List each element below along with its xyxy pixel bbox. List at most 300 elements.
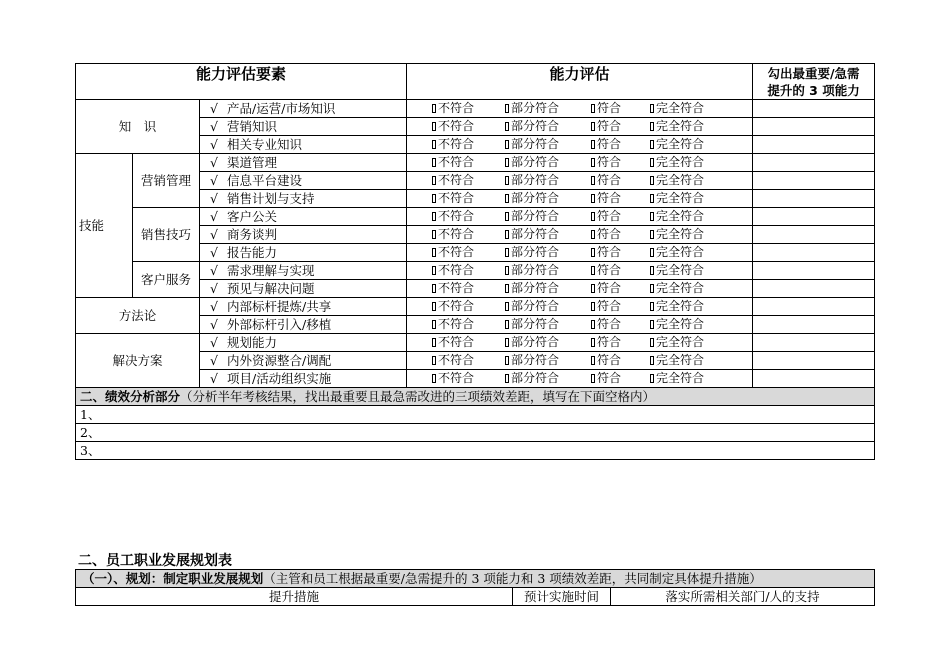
rating-option-label: 完全符合 (656, 245, 705, 259)
ability-item (200, 334, 407, 352)
rating-option[interactable] (432, 262, 505, 279)
checkbox-icon[interactable] (505, 194, 509, 203)
rating-option-label: 符合 (597, 101, 622, 115)
rating-option[interactable] (505, 100, 591, 117)
check-mark-icon: √ (210, 299, 218, 314)
check-mark-icon: √ (210, 281, 218, 296)
column-header-time: 预计实施时间 (513, 588, 611, 606)
column-header-measures: 提升措施 (76, 588, 513, 606)
priority-cell[interactable] (753, 118, 875, 136)
checkbox-icon[interactable] (505, 212, 509, 221)
checkbox-icon[interactable] (650, 320, 654, 329)
rating-option[interactable] (650, 298, 730, 315)
priority-cell[interactable] (753, 190, 875, 208)
rating-option-label: 部分符合 (511, 299, 560, 313)
rating-option-label: 不符合 (438, 191, 475, 205)
ability-item (200, 154, 407, 172)
rating-option[interactable] (591, 172, 650, 189)
check-mark-icon: √ (210, 371, 218, 386)
rating-option[interactable] (505, 280, 591, 297)
checkbox-icon[interactable] (505, 158, 509, 167)
rating-option[interactable] (432, 118, 505, 135)
ability-item-label: 相关专业知识 (227, 137, 303, 152)
priority-cell[interactable] (753, 352, 875, 370)
ability-item (200, 280, 407, 298)
rating-option-label: 完全符合 (656, 263, 705, 277)
rating-option[interactable] (650, 208, 730, 225)
rating-option[interactable] (650, 100, 730, 117)
performance-gap-cell[interactable]: 3、 (76, 442, 875, 460)
rating-option[interactable] (591, 334, 650, 351)
checkbox-icon[interactable] (432, 194, 436, 203)
checkbox-icon[interactable] (505, 176, 509, 185)
rating-option-label: 符合 (597, 263, 622, 277)
rating-option[interactable] (505, 190, 591, 207)
rating-option[interactable] (432, 172, 505, 189)
checkbox-icon[interactable] (591, 266, 595, 275)
rating-option[interactable] (432, 298, 505, 315)
checkbox-icon[interactable] (432, 284, 436, 293)
checkbox-icon[interactable] (505, 374, 509, 383)
rating-option[interactable] (591, 316, 650, 333)
checkbox-icon[interactable] (432, 338, 436, 347)
check-mark-icon: √ (210, 263, 218, 278)
priority-cell[interactable] (753, 334, 875, 352)
rating-option[interactable] (650, 352, 730, 369)
plan-section-title: （一）、规划：制定职业发展规划 (82, 571, 264, 586)
rating-option-label: 完全符合 (656, 371, 705, 385)
rating-option[interactable] (591, 352, 650, 369)
rating-option[interactable] (432, 370, 505, 387)
priority-cell[interactable] (753, 244, 875, 262)
checkbox-icon[interactable] (591, 194, 595, 203)
rating-option-label: 部分符合 (511, 263, 560, 277)
performance-gap-cell[interactable]: 1、 (76, 406, 875, 424)
header-priority (753, 64, 875, 100)
checkbox-icon[interactable] (505, 284, 509, 293)
header-priority-line1: 勾出最重要/急需 (767, 65, 860, 81)
performance-section-header (76, 388, 875, 406)
rating-option[interactable] (505, 334, 591, 351)
ability-item (200, 136, 407, 154)
ability-item-label: 客户公关 (227, 209, 278, 224)
checkbox-icon[interactable] (505, 338, 509, 347)
check-mark-icon: √ (210, 155, 218, 170)
category-solution: 解决方案 (76, 334, 200, 388)
rating-options (407, 370, 753, 388)
rating-option[interactable] (505, 298, 591, 315)
career-plan-title: 二、员工职业发展规划表 (78, 553, 232, 569)
header-assessment: 能力评估 (407, 64, 753, 100)
ability-item-label: 规划能力 (227, 335, 278, 350)
rating-option[interactable] (505, 244, 591, 261)
checkbox-icon[interactable] (505, 122, 509, 131)
rating-option[interactable] (591, 190, 650, 207)
rating-option[interactable] (505, 136, 591, 153)
check-mark-icon: √ (210, 119, 218, 134)
priority-cell[interactable] (753, 298, 875, 316)
rating-option-label: 完全符合 (656, 209, 705, 223)
rating-option[interactable] (650, 334, 730, 351)
ability-item-label: 预见与解决问题 (227, 281, 315, 296)
rating-option-label: 符合 (597, 209, 622, 223)
check-mark-icon: √ (210, 227, 218, 242)
rating-options (407, 172, 753, 190)
rating-option-label: 符合 (597, 191, 622, 205)
rating-option-label: 符合 (597, 353, 622, 367)
assessment-row (76, 262, 875, 280)
rating-option[interactable] (650, 280, 730, 297)
rating-option[interactable] (432, 316, 505, 333)
rating-option[interactable] (505, 118, 591, 135)
checkbox-icon[interactable] (505, 140, 509, 149)
ability-item (200, 226, 407, 244)
rating-option[interactable] (432, 208, 505, 225)
performance-section-note: （分析半年考核结果，找出最重要且最急需改进的三项绩效差距，填写在下面空格内） (180, 389, 656, 404)
checkbox-icon[interactable] (650, 356, 654, 365)
rating-options (407, 154, 753, 172)
checkbox-icon[interactable] (591, 284, 595, 293)
rating-option-label: 部分符合 (511, 245, 560, 259)
header-factors: 能力评估要素 (76, 64, 407, 100)
ability-item-label: 项目/活动组织实施 (227, 371, 332, 386)
plan-section-note: （主管和员工根据最重要/急需提升的 3 项能力和 3 项绩效差距，共同制定具体提升措施） (263, 571, 762, 586)
checkbox-icon[interactable] (505, 356, 509, 365)
checkbox-icon[interactable] (432, 212, 436, 221)
rating-options (407, 118, 753, 136)
checkbox-icon[interactable] (650, 122, 654, 131)
rating-option-label: 不符合 (438, 299, 475, 313)
priority-cell[interactable] (753, 100, 875, 118)
checkbox-icon[interactable] (650, 212, 654, 221)
rating-option-label: 部分符合 (511, 119, 560, 133)
ability-item (200, 370, 407, 388)
checkbox-icon[interactable] (432, 104, 436, 113)
rating-option-label: 符合 (597, 281, 622, 295)
check-mark-icon: √ (210, 245, 218, 260)
ability-item (200, 100, 407, 118)
performance-section-cell (76, 388, 875, 406)
rating-option[interactable] (650, 118, 730, 135)
rating-option[interactable] (591, 244, 650, 261)
checkbox-icon[interactable] (591, 230, 595, 239)
rating-option-label: 完全符合 (656, 299, 705, 313)
check-mark-icon: √ (210, 137, 218, 152)
rating-options (407, 100, 753, 118)
rating-option-label: 符合 (597, 155, 622, 169)
ability-item (200, 298, 407, 316)
rating-option-label: 符合 (597, 227, 622, 241)
rating-option-label: 不符合 (438, 317, 475, 331)
rating-option[interactable] (591, 100, 650, 117)
rating-option-label: 不符合 (438, 101, 475, 115)
check-mark-icon: √ (210, 209, 218, 224)
rating-option-label: 部分符合 (511, 173, 560, 187)
rating-options (407, 298, 753, 316)
subcategory-sales-skills: 销售技巧 (133, 208, 200, 262)
rating-option-label: 部分符合 (511, 353, 560, 367)
ability-item-label: 报告能力 (227, 245, 278, 260)
checkbox-icon[interactable] (591, 158, 595, 167)
rating-option-label: 部分符合 (511, 101, 560, 115)
ability-item-label: 商务谈判 (227, 227, 278, 242)
rating-option[interactable] (650, 316, 730, 333)
ability-item-label: 内外资源整合/调配 (227, 353, 332, 368)
rating-option[interactable] (591, 226, 650, 243)
priority-cell[interactable] (753, 154, 875, 172)
rating-option-label: 完全符合 (656, 191, 705, 205)
checkbox-icon[interactable] (432, 320, 436, 329)
checkbox-icon[interactable] (650, 374, 654, 383)
rating-option[interactable] (505, 226, 591, 243)
rating-options (407, 280, 753, 298)
check-mark-icon: √ (210, 353, 218, 368)
check-mark-icon: √ (210, 191, 218, 206)
checkbox-icon[interactable] (591, 338, 595, 347)
checkbox-icon[interactable] (432, 158, 436, 167)
checkbox-icon[interactable] (650, 248, 654, 257)
checkbox-icon[interactable] (650, 230, 654, 239)
rating-option[interactable] (432, 352, 505, 369)
rating-options (407, 226, 753, 244)
ability-item-label: 内部标杆提炼/共享 (227, 299, 332, 314)
checkbox-icon[interactable] (591, 104, 595, 113)
check-mark-icon: √ (210, 335, 218, 350)
ability-item-label: 渠道管理 (227, 155, 278, 170)
rating-option-label: 完全符合 (656, 173, 705, 187)
rating-option-label: 部分符合 (511, 209, 560, 223)
ability-item (200, 244, 407, 262)
checkbox-icon[interactable] (650, 140, 654, 149)
check-mark-icon: √ (210, 173, 218, 188)
ability-item-label: 信息平台建设 (227, 173, 303, 188)
rating-option-label: 不符合 (438, 335, 475, 349)
checkbox-icon[interactable] (505, 302, 509, 311)
assessment-row (76, 154, 875, 172)
rating-option-label: 完全符合 (656, 281, 705, 295)
ability-item (200, 262, 407, 280)
checkbox-icon[interactable] (505, 266, 509, 275)
ability-item (200, 118, 407, 136)
rating-option[interactable] (505, 352, 591, 369)
rating-option[interactable] (505, 154, 591, 171)
rating-option[interactable] (650, 136, 730, 153)
assessment-row (76, 298, 875, 316)
rating-option-label: 部分符合 (511, 227, 560, 241)
priority-cell[interactable] (753, 136, 875, 154)
career-plan-table (75, 569, 875, 606)
checkbox-icon[interactable] (432, 266, 436, 275)
checkbox-icon[interactable] (432, 248, 436, 257)
ability-item (200, 316, 407, 334)
checkbox-icon[interactable] (650, 302, 654, 311)
category-methodology: 方法论 (76, 298, 200, 334)
rating-option[interactable] (432, 136, 505, 153)
ability-item (200, 190, 407, 208)
performance-gap-row (76, 442, 875, 460)
rating-option[interactable] (432, 244, 505, 261)
rating-option-label: 符合 (597, 173, 622, 187)
checkbox-icon[interactable] (591, 374, 595, 383)
rating-option-label: 不符合 (438, 245, 475, 259)
ability-item-label: 产品/运营/市场知识 (227, 101, 336, 116)
rating-option[interactable] (432, 154, 505, 171)
rating-option-label: 完全符合 (656, 335, 705, 349)
rating-option-label: 完全符合 (656, 155, 705, 169)
rating-option[interactable] (591, 118, 650, 135)
rating-option-label: 不符合 (438, 119, 475, 133)
rating-option-label: 完全符合 (656, 317, 705, 331)
rating-option[interactable] (505, 208, 591, 225)
performance-gap-row (76, 424, 875, 442)
rating-option-label: 部分符合 (511, 317, 560, 331)
rating-option-label: 不符合 (438, 281, 475, 295)
rating-option[interactable] (432, 334, 505, 351)
ability-item (200, 172, 407, 190)
priority-cell[interactable] (753, 262, 875, 280)
rating-option-label: 不符合 (438, 173, 475, 187)
rating-option-label: 符合 (597, 245, 622, 259)
rating-option-label: 部分符合 (511, 335, 560, 349)
subcategory-customer-service: 客户服务 (133, 262, 200, 298)
checkbox-icon[interactable] (591, 320, 595, 329)
checkbox-icon[interactable] (432, 302, 436, 311)
rating-option[interactable] (505, 262, 591, 279)
ability-item (200, 352, 407, 370)
rating-option[interactable] (432, 100, 505, 117)
rating-option[interactable] (650, 262, 730, 279)
ability-item-label: 销售计划与支持 (227, 191, 315, 206)
assessment-row (76, 334, 875, 352)
rating-option-label: 符合 (597, 317, 622, 331)
priority-cell[interactable] (753, 172, 875, 190)
rating-options (407, 334, 753, 352)
checkbox-icon[interactable] (650, 104, 654, 113)
checkbox-icon[interactable] (432, 374, 436, 383)
rating-option-label: 完全符合 (656, 119, 705, 133)
checkbox-icon[interactable] (591, 356, 595, 365)
header-priority-line2: 提升的 3 项能力 (767, 82, 860, 98)
rating-option-label: 不符合 (438, 227, 475, 241)
priority-cell[interactable] (753, 370, 875, 388)
ability-assessment-table (75, 63, 875, 460)
checkbox-icon[interactable] (591, 248, 595, 257)
checkbox-icon[interactable] (650, 266, 654, 275)
checkbox-icon[interactable] (591, 176, 595, 185)
rating-option-label: 部分符合 (511, 137, 560, 151)
rating-option[interactable] (505, 370, 591, 387)
rating-option-label: 不符合 (438, 371, 475, 385)
priority-cell[interactable] (753, 208, 875, 226)
rating-option[interactable] (591, 136, 650, 153)
rating-option-label: 符合 (597, 335, 622, 349)
rating-option-label: 不符合 (438, 263, 475, 277)
rating-options (407, 208, 753, 226)
rating-option[interactable] (591, 298, 650, 315)
rating-option[interactable] (650, 172, 730, 189)
checkbox-icon[interactable] (650, 194, 654, 203)
category-knowledge: 知 识 (76, 100, 200, 154)
rating-option-label: 符合 (597, 299, 622, 313)
rating-option[interactable] (591, 370, 650, 387)
rating-option[interactable] (432, 226, 505, 243)
rating-option-label: 部分符合 (511, 191, 560, 205)
rating-option[interactable] (591, 154, 650, 171)
checkbox-icon[interactable] (591, 212, 595, 221)
checkbox-icon[interactable] (591, 302, 595, 311)
rating-option-label: 部分符合 (511, 371, 560, 385)
rating-option[interactable] (591, 262, 650, 279)
checkbox-icon[interactable] (650, 284, 654, 293)
ability-item-label: 外部标杆引入/移植 (227, 317, 332, 332)
checkbox-icon[interactable] (505, 320, 509, 329)
checkbox-icon[interactable] (432, 230, 436, 239)
performance-section-title: 二、绩效分析部分 (80, 389, 181, 404)
rating-option[interactable] (650, 370, 730, 387)
checkbox-icon[interactable] (591, 122, 595, 131)
rating-option[interactable] (505, 172, 591, 189)
check-mark-icon: √ (210, 101, 218, 116)
checkbox-icon[interactable] (650, 176, 654, 185)
checkbox-icon[interactable] (505, 104, 509, 113)
checkbox-icon[interactable] (432, 356, 436, 365)
ability-item-label: 需求理解与实现 (227, 263, 315, 278)
rating-options (407, 136, 753, 154)
rating-options (407, 262, 753, 280)
column-header-support: 落实所需相关部门/人的支持 (611, 588, 875, 606)
rating-option-label: 部分符合 (511, 281, 560, 295)
rating-option[interactable] (650, 244, 730, 261)
performance-gap-cell[interactable]: 2、 (76, 424, 875, 442)
category-skills: 技能 (76, 154, 133, 298)
rating-options (407, 352, 753, 370)
checkbox-icon[interactable] (432, 176, 436, 185)
rating-option-label: 不符合 (438, 137, 475, 151)
performance-gap-row (76, 406, 875, 424)
rating-options (407, 316, 753, 334)
subcategory-marketing-management: 营销管理 (133, 154, 200, 208)
rating-option[interactable] (650, 154, 730, 171)
checkbox-icon[interactable] (505, 230, 509, 239)
rating-option[interactable] (505, 316, 591, 333)
rating-option[interactable] (591, 208, 650, 225)
checkbox-icon[interactable] (591, 140, 595, 149)
checkbox-icon[interactable] (432, 122, 436, 131)
rating-option-label: 完全符合 (656, 101, 705, 115)
priority-cell[interactable] (753, 280, 875, 298)
checkbox-icon[interactable] (432, 140, 436, 149)
rating-option[interactable] (650, 226, 730, 243)
rating-option[interactable] (591, 280, 650, 297)
rating-option[interactable] (432, 280, 505, 297)
rating-option[interactable] (650, 190, 730, 207)
rating-options (407, 190, 753, 208)
rating-option-label: 不符合 (438, 353, 475, 367)
plan-section-header (76, 570, 875, 588)
rating-options (407, 244, 753, 262)
checkbox-icon[interactable] (650, 338, 654, 347)
rating-option[interactable] (432, 190, 505, 207)
check-mark-icon: √ (210, 317, 218, 332)
ability-item (200, 208, 407, 226)
checkbox-icon[interactable] (650, 158, 654, 167)
priority-cell[interactable] (753, 226, 875, 244)
rating-option-label: 完全符合 (656, 227, 705, 241)
checkbox-icon[interactable] (505, 248, 509, 257)
priority-cell[interactable] (753, 316, 875, 334)
rating-option-label: 部分符合 (511, 155, 560, 169)
rating-option-label: 符合 (597, 371, 622, 385)
